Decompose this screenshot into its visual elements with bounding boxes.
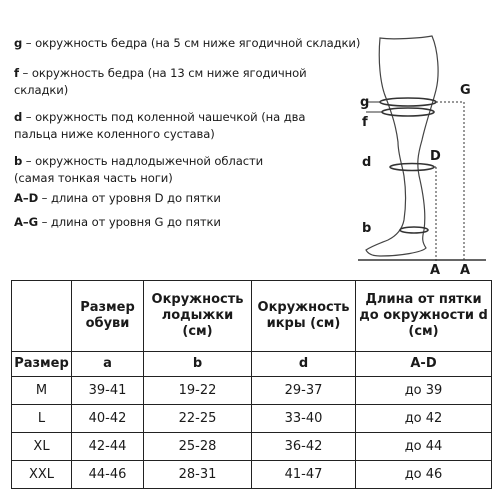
legend-line-f-cont: складки) bbox=[14, 83, 69, 97]
legend-line-g: g – окружность бедра (на 5 см ниже ягодичной складки) bbox=[14, 36, 361, 50]
legend-line-b: b – окружность надлодыжечной области bbox=[14, 154, 264, 168]
shoe-size-cell: 40-42 bbox=[72, 405, 144, 433]
table-letter-row bbox=[12, 352, 492, 377]
figure-label-A-g: A bbox=[460, 263, 471, 278]
calf-cell: 36-42 bbox=[252, 433, 356, 461]
table-row bbox=[12, 405, 492, 433]
size-cell: XL bbox=[12, 433, 72, 461]
calf-cell: 33-40 bbox=[252, 405, 356, 433]
letter-cell-b: b bbox=[144, 352, 252, 377]
ankle-cell: 28-31 bbox=[144, 461, 252, 489]
g-level-ellipse bbox=[380, 98, 436, 106]
letter-cell-a: a bbox=[72, 352, 144, 377]
ankle-cell: 22-25 bbox=[144, 405, 252, 433]
legend-line-b-cont: (самая тонкая часть ноги) bbox=[14, 171, 173, 185]
size-cell: M bbox=[12, 377, 72, 405]
length-cell: до 44 bbox=[356, 433, 492, 461]
header-cell-empty bbox=[12, 281, 72, 352]
calf-cell: 29-37 bbox=[252, 377, 356, 405]
calf-cell: 41-47 bbox=[252, 461, 356, 489]
letter-cell-d: d bbox=[252, 352, 356, 377]
figure-label-A-d: A bbox=[430, 263, 441, 278]
table-header-row bbox=[12, 281, 492, 352]
shoe-size-cell: 44-46 bbox=[72, 461, 144, 489]
f-level-ellipse bbox=[382, 108, 434, 116]
table-row bbox=[12, 433, 492, 461]
header-cell-calf: Окружность икры (см) bbox=[252, 281, 356, 352]
figure-label-d: d bbox=[362, 155, 372, 170]
table-row bbox=[12, 461, 492, 489]
shoe-size-cell: 42-44 bbox=[72, 433, 144, 461]
ankle-cell: 25-28 bbox=[144, 433, 252, 461]
d-level-ellipse bbox=[390, 164, 434, 171]
figure-label-g: g bbox=[360, 95, 370, 110]
header-cell-length: Длина от пятки до окружности d (см) bbox=[356, 281, 492, 352]
length-cell: до 46 bbox=[356, 461, 492, 489]
figure-label-D: D bbox=[430, 149, 441, 164]
size-cell: L bbox=[12, 405, 72, 433]
legend-line-ag: A–G – длина от уровня G до пятки bbox=[14, 215, 221, 229]
letter-cell-size: Размер bbox=[12, 352, 72, 377]
legend-line-ad: A–D – длина от уровня D до пятки bbox=[14, 191, 221, 205]
length-cell: до 42 bbox=[356, 405, 492, 433]
table-row bbox=[12, 377, 492, 405]
leg-outline bbox=[352, 30, 492, 278]
figure-label-b: b bbox=[362, 221, 372, 236]
figure-label-G: G bbox=[460, 83, 471, 98]
legend-line-d: d – окружность под коленной чашечкой (на два bbox=[14, 110, 306, 124]
header-cell-ankle: Окружность лодыжки (см) bbox=[144, 281, 252, 352]
size-chart-table bbox=[11, 280, 492, 489]
figure-label-f: f bbox=[362, 115, 368, 130]
legend-line-d-cont: пальца ниже коленного сустава) bbox=[14, 127, 215, 141]
leg-silhouette bbox=[366, 36, 438, 256]
length-cell: до 39 bbox=[356, 377, 492, 405]
header-cell-shoe-size: Размер обуви bbox=[72, 281, 144, 352]
legend-line-f: f – окружность бедра (на 13 см ниже ягодичной bbox=[14, 66, 307, 80]
leg-measurement-diagram bbox=[352, 30, 492, 278]
letter-cell-ad: A-D bbox=[356, 352, 492, 377]
size-cell: XXL bbox=[12, 461, 72, 489]
shoe-size-cell: 39-41 bbox=[72, 377, 144, 405]
ankle-cell: 19-22 bbox=[144, 377, 252, 405]
